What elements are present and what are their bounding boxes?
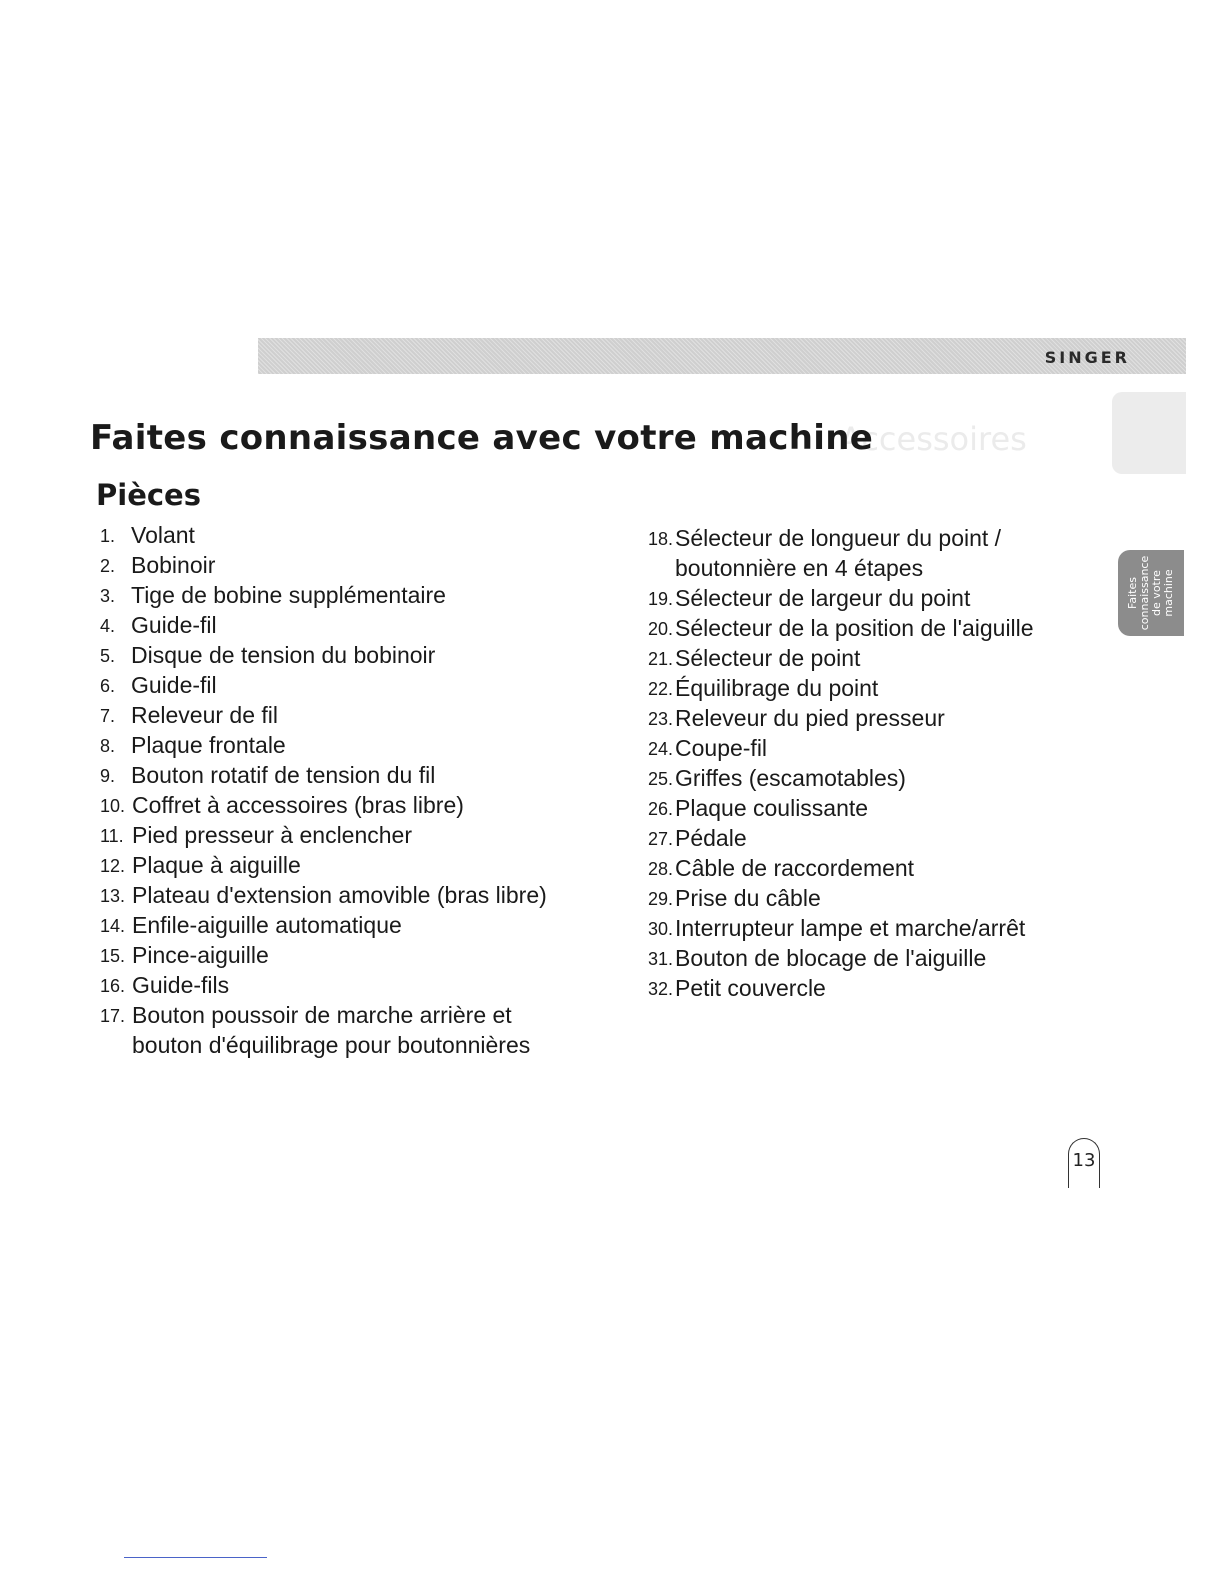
chapter-tab-line: Faites [1126,577,1139,609]
part-item [648,733,1034,763]
part-number: 5. [100,646,116,666]
chapter-tab [1118,550,1184,636]
part-label: Coupe-fil [675,735,768,761]
part-number: 6. [100,676,116,696]
part-number: 21. [648,649,674,669]
part-label: Câble de raccordement [675,855,915,881]
part-label: Volant [131,522,195,548]
part-item [100,730,547,760]
part-item [100,760,547,790]
part-number: 13. [100,886,126,906]
part-item [100,850,547,880]
faded-bleed-title: Accessoires [840,420,1027,458]
part-label: Pince-aiguille [132,942,269,968]
part-label: Bouton poussoir de marche arrière et bouton d'équilibrage pour boutonnières [132,1002,531,1058]
part-label: Bouton rotatif de tension du fil [131,762,436,788]
brand-logo: SINGER [1044,348,1130,367]
part-item [100,640,547,670]
chapter-tab-line: machine [1162,569,1175,617]
part-number: 25. [648,769,674,789]
parts-list-right [648,523,1034,1003]
chapter-tab-label [1127,551,1175,635]
faded-tab [1112,392,1186,474]
part-item [648,703,1034,733]
part-item [648,913,1034,943]
part-number: 19. [648,589,674,609]
part-item [100,670,547,700]
part-label: Sélecteur de la position de l'aiguille [675,615,1034,641]
part-label: Releveur de fil [131,702,279,728]
part-item [648,883,1034,913]
part-label: Bouton de blocage de l'aiguille [675,945,987,971]
part-number: 10. [100,796,126,816]
part-item [648,673,1034,703]
part-label: Guide-fil [131,672,217,698]
part-number: 17. [100,1006,126,1026]
part-number: 26. [648,799,674,819]
part-item [648,583,1034,613]
part-number: 11. [100,826,124,846]
part-number: 2. [100,556,116,576]
part-number: 8. [100,736,116,756]
part-number: 29. [648,889,674,909]
part-number: 12. [100,856,126,876]
page-number-badge [1068,1138,1100,1188]
part-item [100,970,547,1000]
part-item [648,523,1034,583]
part-item [648,943,1034,973]
part-label: Pied presseur à enclencher [132,822,412,848]
part-number: 23. [648,709,674,729]
bottom-rule [124,1557,267,1558]
part-label: Pédale [675,825,747,851]
part-item [100,820,547,850]
parts-list-left [100,520,547,1060]
part-number: 18. [648,529,674,549]
part-number: 9. [100,766,116,786]
part-label: Bobinoir [131,552,216,578]
part-number: 30. [648,919,674,939]
part-number: 32. [648,979,674,999]
part-number: 4. [100,616,116,636]
part-label: Interrupteur lampe et marche/arrêt [675,915,1026,941]
part-label: Sélecteur de largeur du point [675,585,971,611]
part-item [100,910,547,940]
part-item [648,793,1034,823]
part-label: Équilibrage du point [675,675,879,701]
part-label: Tige de bobine supplémentaire [131,582,446,608]
part-label: Prise du câble [675,885,821,911]
part-item [648,853,1034,883]
part-label: Guide-fils [132,972,230,998]
part-item [100,790,547,820]
part-label: Enfile-aiguille automatique [132,912,402,938]
part-item [100,520,547,550]
part-item [100,610,547,640]
part-label: Plaque coulissante [675,795,869,821]
part-label: Releveur du pied presseur [675,705,945,731]
part-number: 1. [100,526,116,546]
part-label: Plaque frontale [131,732,286,758]
part-item [100,1000,547,1060]
part-label: Griffes (escamotables) [675,765,906,791]
part-item [648,763,1034,793]
page-number: 13 [1072,1150,1096,1171]
part-label: Plateau d'extension amovible (bras libre) [132,882,547,908]
part-label: Sélecteur de point [675,645,861,671]
part-item [100,550,547,580]
part-item [648,613,1034,643]
part-item [648,643,1034,673]
part-number: 22. [648,679,674,699]
part-item [648,973,1034,1003]
part-number: 28. [648,859,674,879]
part-item [648,823,1034,853]
part-number: 14. [100,916,126,936]
part-label: Plaque à aiguille [132,852,301,878]
part-item [100,940,547,970]
section-title: Pièces [96,478,201,512]
part-label: Disque de tension du bobinoir [131,642,436,668]
part-number: 31. [648,949,674,969]
chapter-tab-line: connaissance [1138,555,1151,631]
part-number: 27. [648,829,674,849]
part-label: Guide-fil [131,612,217,638]
part-item [100,880,547,910]
part-number: 24. [648,739,674,759]
chapter-tab-line: de votre [1150,570,1163,616]
part-number: 3. [100,586,116,606]
part-item [100,580,547,610]
part-number: 16. [100,976,126,996]
part-label: Coffret à accessoires (bras libre) [132,792,464,818]
header-bar [258,338,1186,374]
page-title: Faites connaissance avec votre machine [90,418,874,458]
part-label: Petit couvercle [675,975,826,1001]
part-item [100,700,547,730]
part-number: 15. [100,946,126,966]
part-number: 20. [648,619,674,639]
part-label: Sélecteur de longueur du point / boutonnière en 4 étapes [675,525,1002,581]
part-number: 7. [100,706,116,726]
